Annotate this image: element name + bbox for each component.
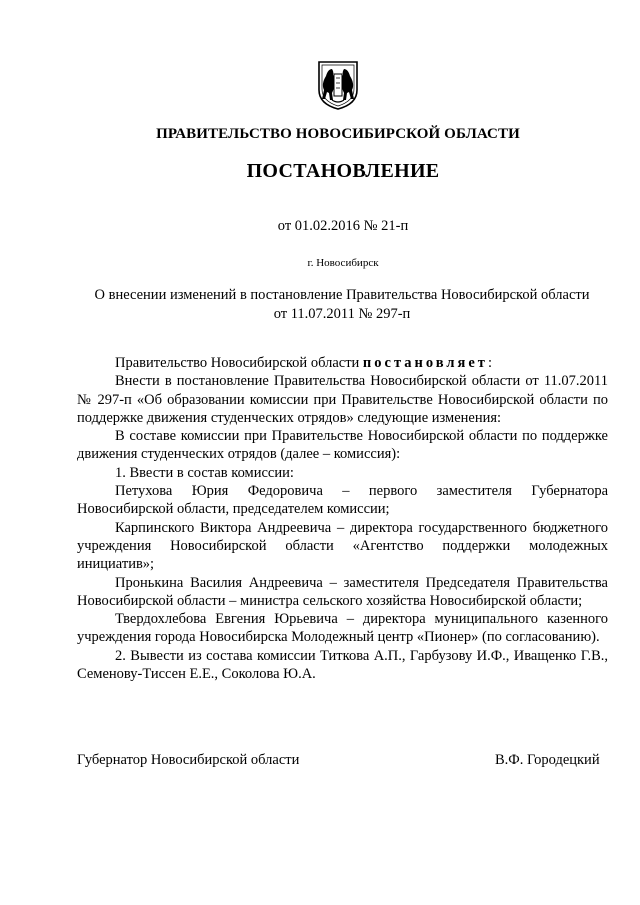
intro-suffix: : xyxy=(487,355,492,371)
document-subject xyxy=(72,286,612,324)
subject-line-1: О внесении изменений в постановление Правительства Новосибирской области xyxy=(94,287,590,303)
body-paragraph: 1. Ввести в состав комиссии: xyxy=(115,464,294,481)
subject-line-2: от 11.07.2011 № 297-п xyxy=(273,306,411,322)
body-paragraph: В составе комиссии при Правительстве Новосибирской области по поддержке движения студенческих отрядов (далее – комиссия): xyxy=(77,428,608,463)
document-date-number: от 01.02.2016 № 21-п xyxy=(277,218,409,234)
body-paragraph: Петухова Юрия Федоровича – первого заместителя Губернатора Новосибирской области, председателем комиссии; xyxy=(77,483,608,518)
signature-name: В.Ф. Городецкий xyxy=(495,752,600,768)
body-intro xyxy=(77,354,608,372)
body-paragraph: Внести в постановление Правительства Новосибирской области от 11.07.2011 № 297-п «Об образовании комиссии при Правительстве Новосибирской области по поддержке движения студенческих отрядов» следующие изменения: xyxy=(77,373,608,426)
document-type: ПОСТАНОВЛЕНИЕ xyxy=(246,160,440,182)
organization-name: ПРАВИТЕЛЬСТВО НОВОСИБИРСКОЙ ОБЛАСТИ xyxy=(156,126,520,142)
body-paragraph: Пронькина Василия Андреевича – заместителя Председателя Правительства Новосибирской области – министра сельского хозяйства Новосибирской области; xyxy=(77,574,608,609)
body-paragraph: Карпинского Виктора Андреевича – директора государственного бюджетного учреждения Новосибирской области «Агентство поддержки молодежных инициатив»; xyxy=(77,519,608,573)
body-paragraph: 2. Вывести из состава комиссии Титкова А.П., Гарбузову И.Ф., Иващенко Г.В., Семенову-Тиссен Е.Е., Соколова Ю.А. xyxy=(77,647,608,683)
document-city: г. Новосибирск xyxy=(307,257,379,269)
body-paragraph: Твердохлебова Евгения Юрьевича – директора муниципального казенного учреждения города Новосибирска Молодежный центр «Пионер» (по согласованию). xyxy=(77,611,608,646)
intro-prefix: Правительство Новосибирской области xyxy=(115,355,363,371)
coat-of-arms-icon xyxy=(317,60,359,110)
intro-resolution-word: постановляет xyxy=(362,355,488,371)
document-body xyxy=(77,354,608,683)
signature-title: Губернатор Новосибирской области xyxy=(77,752,300,768)
